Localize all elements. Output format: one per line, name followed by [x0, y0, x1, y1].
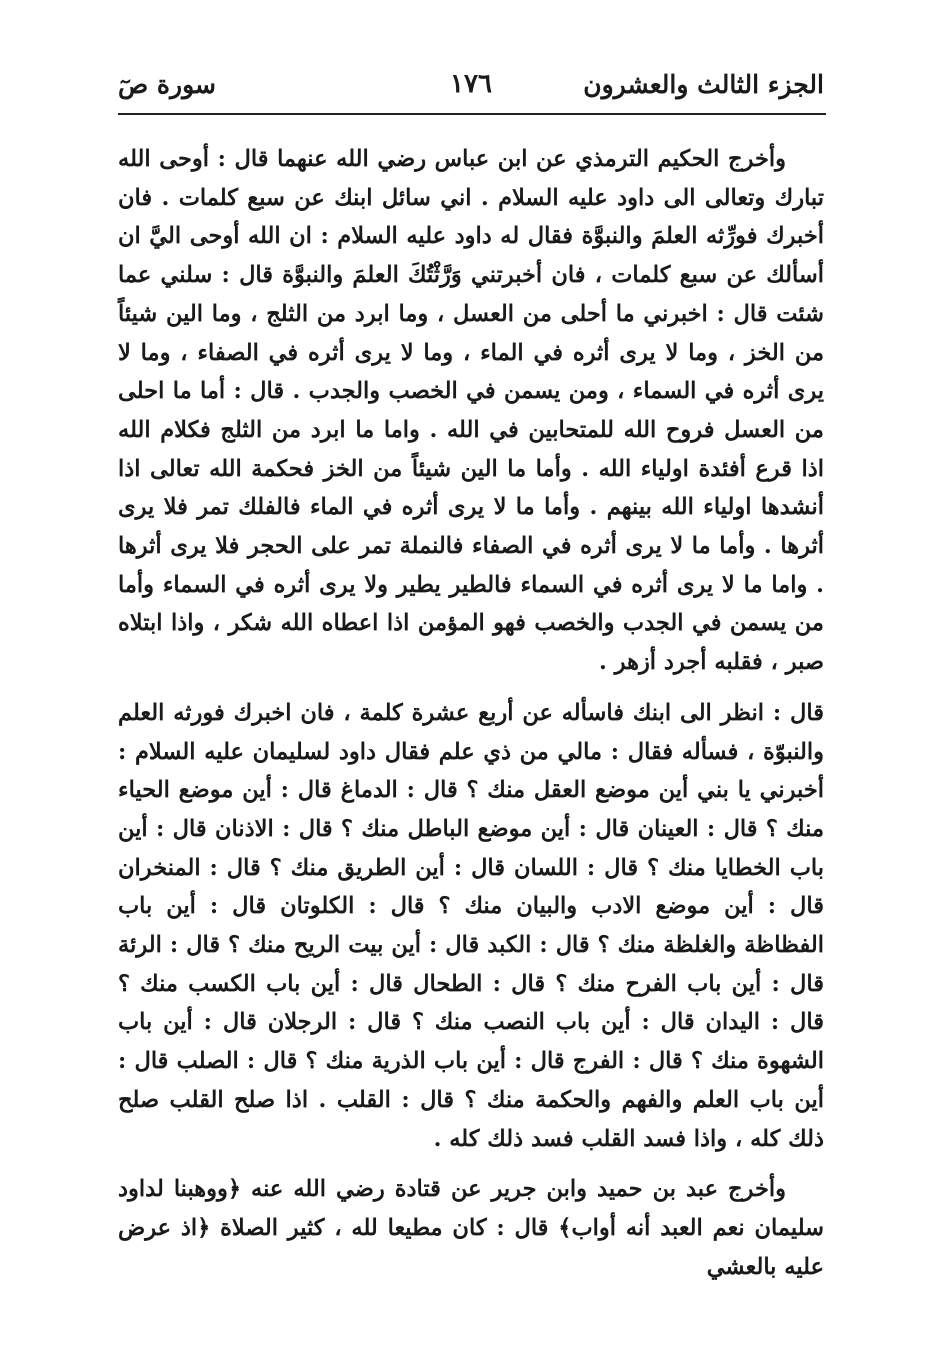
- part-title: الجزء الثالث والعشرون: [583, 69, 824, 99]
- paragraph-2: قال : انظر الى ابنك فاسأله عن أربع عشرة كلمة ، فان اخبرك فورثه العلم والنبوّة ، فسأله فقال : مالي من ذي علم فقال داود لسليمان عليه السلام : أخبرني يا بني أين موضع العقل منك ؟ قال : الدماغ قال : أين موضع الحياء منك ؟ قال : العينان قال : أين موضع الباطل منك ؟ قال : الاذنان قال : أين باب الخطايا منك ؟ قال : اللسان قال : أين الطريق منك ؟ قال : المنخران قال : أين موضع الادب والبيان منك ؟ قال : الكلوتان قال : أين باب الفظاظة والغلظة منك ؟ قال : الكبد قال : أين بيت الريح منك ؟ قال : الرئة قال : أين باب الفرح منك ؟ قال : الطحال قال : أين باب الكسب منك ؟ قال : اليدان قال : أين باب النصب منك ؟ قال : الرجلان قال : أين باب الشهوة منك ؟ قال : الفرج قال : أين باب الذرية منك ؟ قال : الصلب قال : أين باب العلم والفهم والحكمة منك ؟ قال : القلب . اذا صلح القلب صلح ذلك كله ، واذا فسد القلب فسد ذلك كله .: [118, 699, 824, 1152]
- page-header: [118, 62, 824, 106]
- page-body: [118, 140, 824, 1298]
- page-number: ١٧٦: [450, 69, 492, 99]
- surah-title: سورة صٓ: [118, 69, 216, 99]
- paragraph-3: وأخرج عبد بن حميد وابن جرير عن قتادة رضي الله عنه ﴿ووهبنا لداود سليمان نعم العبد أنه أواب﴾ قال : كان مطيعا لله ، كثير الصلاة ﴿اذ عرض عليه بالعشي: [118, 1176, 824, 1280]
- paragraph-1: وأخرج الحكيم الترمذي عن ابن عباس رضي الله عنهما قال : أوحى الله تبارك وتعالى الى داود عليه السلام . اني سائل ابنك عن سبع كلمات . فان أخبرك فورِّثه العلمَ والنبوَّة فقال له داود عليه السلام : ان الله أوحى اليَّ ان أسألك عن سبع كلمات ، فان أخبرتني وَرَّثْتُكَ العلمَ والنبوَّة قال : سلني عما شئت قال : اخبرني ما أحلى من العسل ، وما ابرد من الثلج ، وما الين شيئاً من الخز ، وما لا يرى أثره في الماء ، وما لا يرى أثره في الصفاء ، وما لا يرى أثره في السماء ، ومن يسمن في الخصب والجدب . قال : أما ما احلى من العسل فروح الله للمتحابين في الله . واما ما ابرد من الثلج فكلام الله اذا قرع أفئدة اولياء الله . وأما ما الين شيئاً من الخز فحكمة الله تعالى اذا أنشدها اولياء الله بينهم . وأما ما لا يرى أثره في الماء فالفلك تمر فلا يرى أثرها . وأما ما لا يرى أثره في الصفاء فالنملة تمر على الحجر فلا يرى أثرها . واما ما لا يرى أثره في السماء فالطير يطير ولا يرى أثره في السماء وأما من يسمن في الجدب والخصب فهو المؤمن اذا اعطاه الله شكر ، واذا ابتلاه صبر ، فقلبه أجرد أزهر .: [118, 146, 824, 676]
- header-rule: [118, 113, 826, 115]
